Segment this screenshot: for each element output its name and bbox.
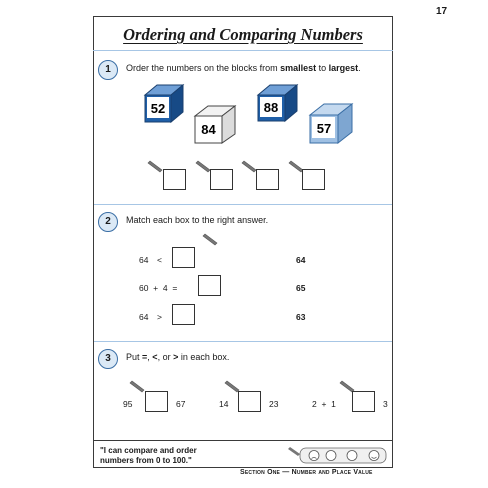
compare-box-3[interactable] <box>352 391 375 412</box>
match-box-3[interactable] <box>172 304 195 325</box>
q3-sep: , <box>147 352 153 362</box>
order-answer-box-1[interactable] <box>163 169 186 190</box>
learning-objective-line-1: "I can compare and order <box>100 446 197 455</box>
match-answer-2[interactable]: 65 <box>296 283 306 293</box>
block-84-label: 84 <box>201 122 216 137</box>
match-answer-3[interactable]: 63 <box>296 312 306 322</box>
compare-box-1[interactable] <box>145 391 168 412</box>
question-3-text <box>126 352 229 362</box>
happy-face-icon[interactable] <box>369 451 379 461</box>
learning-objective-line-2: numbers from 0 to 100." <box>100 456 192 465</box>
self-assessment-strip <box>286 446 390 464</box>
q3-text-part: Put <box>126 352 143 362</box>
question-2-text: Match each box to the right answer. <box>126 215 269 225</box>
pencil-icon <box>288 447 300 456</box>
thinking-face-icon[interactable] <box>347 451 357 461</box>
match-row-3-op: > <box>157 312 162 322</box>
block-52 <box>145 85 183 122</box>
match-box-1[interactable] <box>172 247 195 268</box>
pencil-icon <box>289 161 303 172</box>
compare-3-right: 3 <box>383 399 388 409</box>
match-row-2-left: 60 + 4 = <box>139 283 178 293</box>
sad-face-icon[interactable] <box>309 451 319 461</box>
q3-text-end: in each box. <box>178 352 230 362</box>
block-57 <box>310 104 352 143</box>
order-answer-box-3[interactable] <box>256 169 279 190</box>
pencil-icon <box>196 161 210 172</box>
q1-largest: largest <box>328 63 359 73</box>
block-88-label: 88 <box>263 100 279 115</box>
pencil-icon <box>130 381 144 392</box>
section-divider <box>94 341 392 342</box>
question-2-number: 2 <box>98 212 118 232</box>
section-label: Section One — Number and Place Value <box>240 469 373 476</box>
question-1-number: 1 <box>98 60 118 80</box>
q3-symbol-less: < <box>152 352 158 362</box>
q3-symbol-equals: = <box>142 352 148 362</box>
order-answer-box-2[interactable] <box>210 169 233 190</box>
q1-text-end: . <box>358 63 361 73</box>
block-57-label: 57 <box>316 121 332 136</box>
page-title: Ordering and Comparing Numbers <box>123 25 363 44</box>
q1-text-part: Order the numbers on the blocks from <box>126 63 281 73</box>
compare-2-left: 14 <box>219 399 229 409</box>
pencil-icon <box>148 161 162 172</box>
compare-1-left: 95 <box>123 399 133 409</box>
pencil-icon <box>203 234 217 245</box>
compare-box-2[interactable] <box>238 391 261 412</box>
match-row-1-op: < <box>157 255 162 265</box>
question-3-number: 3 <box>98 349 118 369</box>
learning-objective <box>100 446 197 466</box>
block-84 <box>195 106 235 143</box>
block-52-label: 52 <box>150 101 166 116</box>
match-box-2[interactable] <box>198 275 221 296</box>
compare-1-right: 67 <box>176 399 186 409</box>
q1-smallest: smallest <box>280 63 317 73</box>
match-answer-1[interactable]: 64 <box>296 255 306 265</box>
neutral-face-icon[interactable] <box>326 451 336 461</box>
section-divider <box>94 204 392 205</box>
compare-2-right: 23 <box>269 399 279 409</box>
q1-text-to: to <box>316 63 329 73</box>
match-row-1-left: 64 <box>139 255 149 265</box>
order-answer-box-4[interactable] <box>302 169 325 190</box>
pencil-icon <box>225 381 239 392</box>
q3-sep: , or <box>157 352 174 362</box>
compare-3-left: 2 + 1 <box>312 399 336 409</box>
page-number: 17 <box>436 6 448 17</box>
q3-symbol-greater: > <box>173 352 179 362</box>
pencil-icon <box>242 161 256 172</box>
match-row-3-left: 64 <box>139 312 149 322</box>
block-88 <box>258 85 297 121</box>
